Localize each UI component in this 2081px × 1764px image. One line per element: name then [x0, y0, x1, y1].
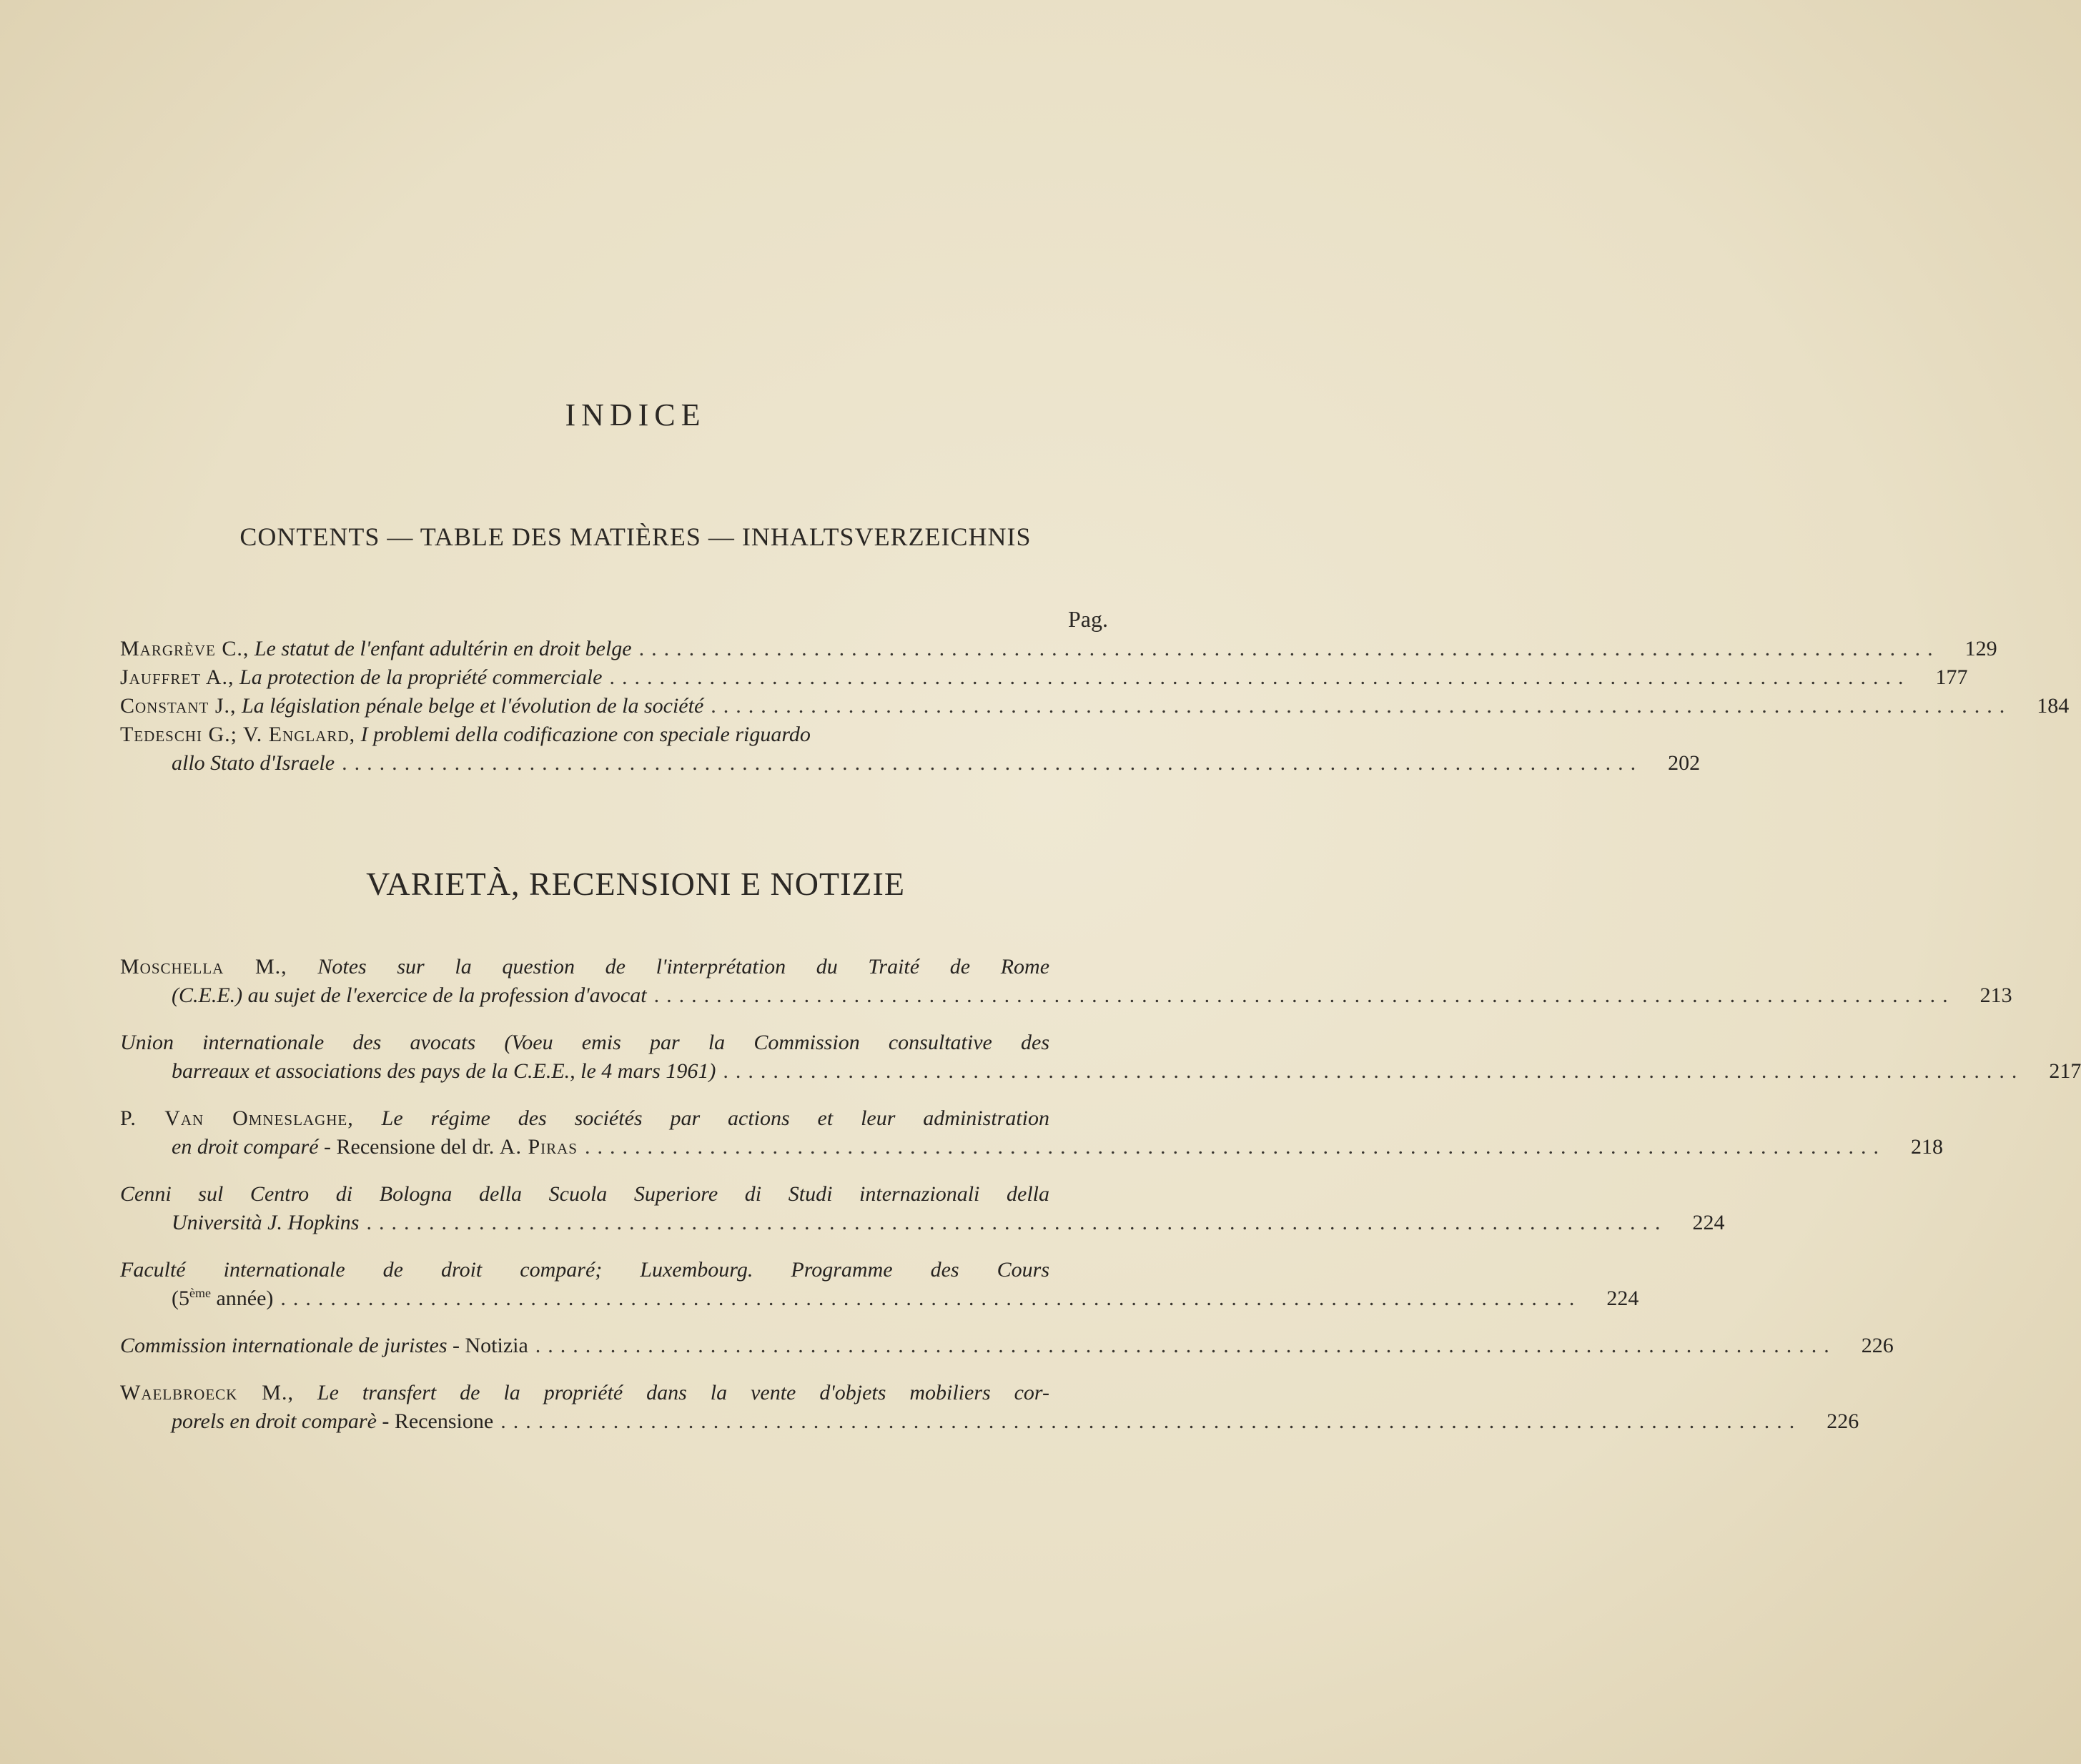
leader-dots: ........................................................................................................	[280, 1287, 1582, 1310]
entry-title: La législation pénale belge et l'évolution de la société	[242, 694, 704, 718]
varieta-entries-list	[120, 953, 2081, 1455]
entry-author: Constant J.,	[120, 694, 237, 718]
leader-dots: ........................................................................................................	[585, 1135, 1886, 1159]
page-subtitle: CONTENTS — TABLE DES MATIÈRES — INHALTSVERZEICHNIS	[239, 522, 1032, 551]
toc-entry	[120, 663, 1968, 692]
entry-title-continued: barreaux et associations des pays de la C.E.E., le 4 mars 1961)	[172, 1059, 716, 1083]
entry-page: 217	[2049, 1059, 2081, 1083]
entry-page: 226	[1827, 1409, 1859, 1433]
entry-title: Le transfert de la propriété dans la vente d'objets mobiliers cor-	[317, 1381, 1049, 1404]
entry-note: - Recensione	[382, 1409, 494, 1433]
entry-title-continued: Università J. Hopkins	[172, 1211, 360, 1234]
entry-title-continued: allo Stato d'Israele	[172, 751, 335, 775]
leader-dots: ........................................................................................................	[342, 751, 1643, 775]
entry-title: I problemi della codificazione con speciale riguardo	[360, 723, 811, 746]
entry-title-continued: (5ème année)	[172, 1286, 274, 1310]
page-column-label: Pag.	[1068, 606, 1108, 632]
entry-title-continued: (C.E.E.) au sujet de l'exercice de la profession d'avocat	[172, 983, 647, 1007]
entry-title: Faculté internationale de droit comparé; Luxembourg. Programme des Cours	[120, 1258, 1049, 1282]
main-entries-list	[120, 635, 2070, 778]
entry-title: La protection de la propriété commerciale	[239, 665, 603, 689]
entry-title: Notes sur la question de l'interprétation du Traité de Rome	[317, 955, 1050, 978]
toc-entry	[120, 720, 1701, 778]
toc-entry	[120, 692, 2070, 720]
entry-author: Tedeschi G.; V. Englard,	[120, 723, 356, 746]
toc-entry	[120, 1379, 1859, 1436]
entry-page: 226	[1861, 1334, 1894, 1357]
toc-entry	[120, 635, 1997, 663]
leader-dots: ........................................................................................................	[366, 1211, 1668, 1234]
entry-reviewer: A. Piras	[499, 1135, 578, 1159]
toc-entry	[120, 1029, 2081, 1086]
leader-dots: ........................................................................................................	[638, 637, 1940, 660]
entry-page: 202	[1668, 751, 1701, 775]
entry-page: 224	[1692, 1211, 1725, 1234]
entry-page: 129	[1964, 637, 1997, 660]
entry-page: 213	[1979, 983, 2012, 1007]
entry-page: 177	[1935, 665, 1968, 689]
entry-title: Cenni sul Centro di Bologna della Scuola Superiore di Studi internazionali della	[120, 1182, 1049, 1206]
entry-title-continued: en droit comparé	[172, 1135, 319, 1159]
entry-author: P. Van Omneslaghe,	[120, 1106, 354, 1130]
entry-author: Jauffret A.,	[120, 665, 234, 689]
leader-dots: ........................................................................................................	[653, 983, 1955, 1007]
entry-title: Commission internationale de juristes	[120, 1334, 448, 1357]
entry-author: Margrève C.,	[120, 637, 249, 660]
entry-page: 184	[2037, 694, 2070, 718]
leader-dots: ........................................................................................................	[535, 1334, 1837, 1357]
leader-dots: ........................................................................................................	[711, 694, 2012, 718]
leader-dots: ........................................................................................................	[500, 1409, 1802, 1433]
toc-entry	[120, 1180, 1725, 1237]
section-title-varieta: VARIETÀ, RECENSIONI E NOTIZIE	[366, 866, 905, 902]
entry-title: Le statut de l'enfant adultérin en droit belge	[254, 637, 632, 660]
toc-entry	[120, 1256, 1639, 1313]
entry-author: Moschella M.,	[120, 955, 287, 978]
entry-title-continued: porels en droit comparè	[172, 1409, 377, 1433]
entry-page: 218	[1911, 1135, 1943, 1159]
leader-dots: ........................................................................................................	[723, 1059, 2025, 1083]
leader-dots: ........................................................................................................	[609, 665, 1911, 689]
entry-note: - Recensione del dr.	[324, 1135, 495, 1159]
toc-entry	[120, 1104, 1943, 1161]
entry-title: Union internationale des avocats (Voeu emis par la Commission consultative des	[120, 1031, 1049, 1054]
toc-entry	[120, 953, 2012, 1010]
entry-page: 224	[1606, 1287, 1639, 1310]
entry-author: Waelbroeck M.,	[120, 1381, 294, 1404]
entry-title: Le régime des sociétés par actions et leur administration	[381, 1106, 1049, 1130]
toc-entry	[120, 1332, 1894, 1360]
page-title: INDICE	[565, 397, 706, 432]
entry-note: - Notizia	[453, 1334, 528, 1357]
